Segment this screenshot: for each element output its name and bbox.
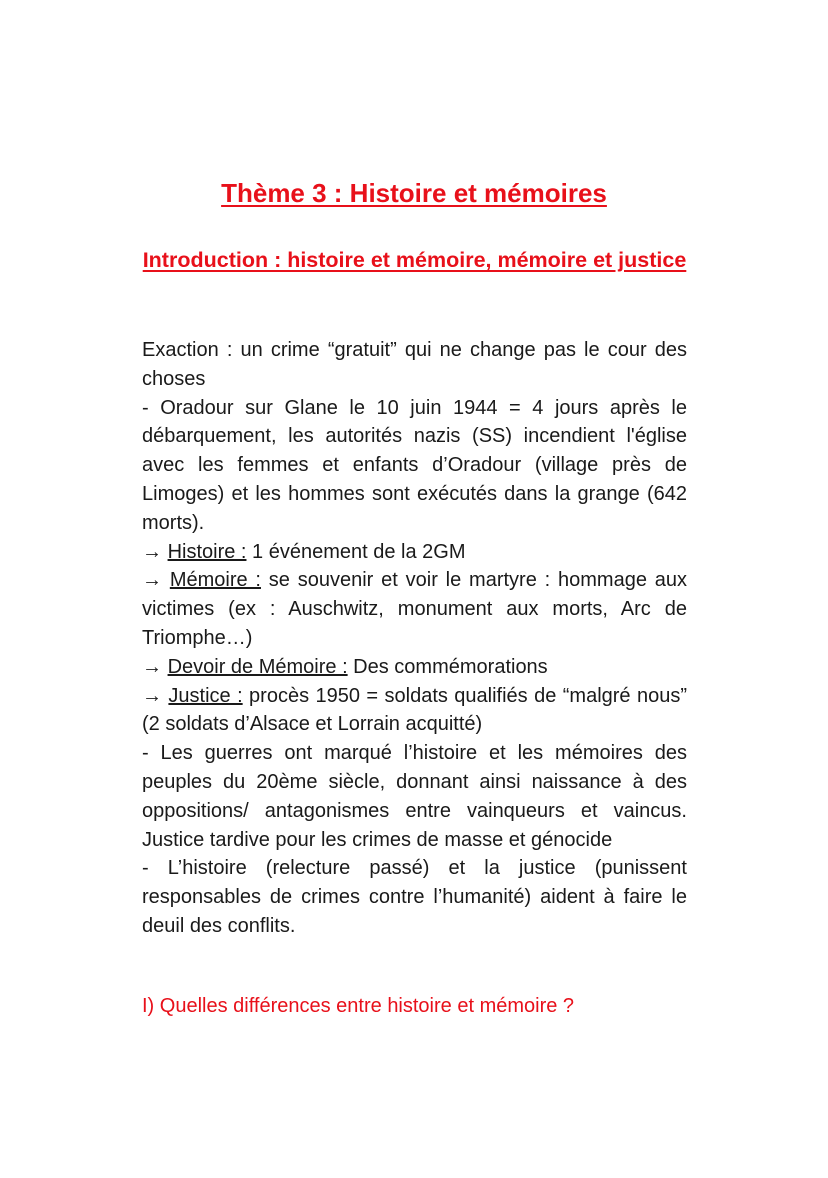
- arrow-icon: →: [142, 569, 170, 592]
- document-body: [142, 336, 687, 941]
- paragraph-oradour: - Oradour sur Glane le 10 juin 1944 = 4 jours après le débarquement, les autorités nazis (SS) incendient l'église avec les femmes et enfants d’Oradour (village près de Limoges) et les hommes sont exécutés dans la grange (642 morts).: [142, 396, 687, 534]
- term-label: Mémoire :: [169, 569, 261, 592]
- paragraph-histoire: [142, 538, 687, 567]
- paragraph-justice: [142, 682, 687, 740]
- paragraph-guerres: - Les guerres ont marqué l’histoire et les mémoires des peuples du 20ème siècle, donnant ainsi naissance à des oppositions/ antagonismes entre vainqueurs et vaincus. Justice tardive pour les crimes de masse et génocide: [142, 742, 687, 851]
- paragraph-exaction: Exaction : un crime “gratuit” qui ne change pas le cour des choses: [142, 339, 687, 390]
- page-title: Thème 3 : Histoire et mémoires: [221, 178, 607, 208]
- term-text: se souvenir et voir le martyre : hommage aux victimes (ex : Auschwitz, monument aux morts, Arc de Triomphe…): [142, 569, 687, 649]
- term-label: Justice :: [168, 684, 243, 707]
- term-label: Histoire :: [167, 540, 247, 563]
- term-label: Devoir de Mémoire :: [167, 655, 348, 678]
- term-text: 1 événement de la 2GM: [246, 540, 466, 563]
- paragraph-memoire: [142, 566, 687, 652]
- arrow-icon: →: [142, 684, 169, 707]
- term-text: Des commémorations: [347, 655, 548, 678]
- paragraph-histoire-justice: - L’histoire (relecture passé) et la justice (punissent responsables de crimes contre l’humanité) aident à faire le deuil des conflits.: [142, 857, 687, 937]
- paragraph-devoir: [142, 653, 687, 682]
- arrow-icon: →: [142, 540, 168, 563]
- section-subtitle: Introduction : histoire et mémoire, mémoire et justice: [142, 248, 687, 272]
- section-question: I) Quelles différences entre histoire et mémoire ?: [142, 995, 575, 1017]
- term-text: procès 1950 = soldats qualifiés de “malgré nous” (2 soldats d’Alsace et Lorrain acquitté): [142, 684, 687, 736]
- arrow-icon: →: [142, 655, 168, 678]
